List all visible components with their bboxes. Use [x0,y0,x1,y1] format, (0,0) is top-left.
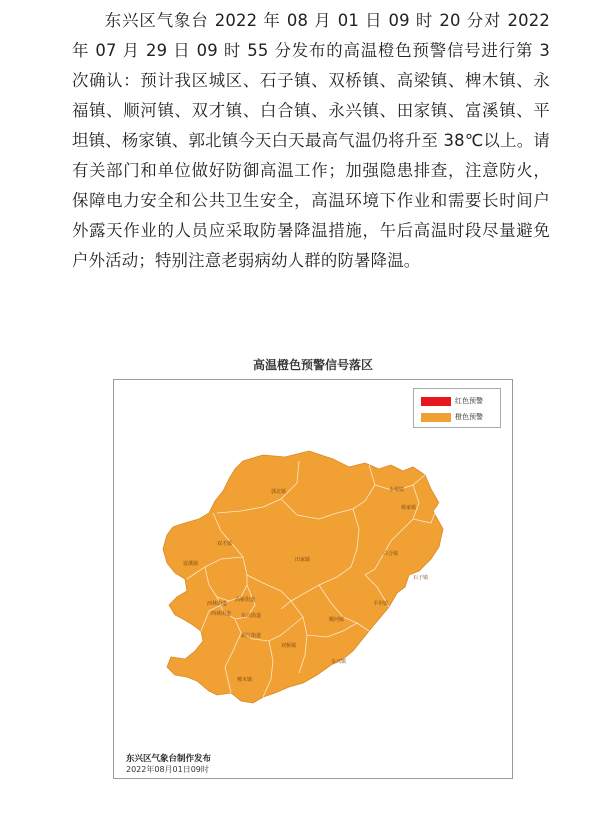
place-label: 椑木镇 [237,677,253,683]
map-title: 高温橙色预警信号落区 [252,358,373,372]
place-label: 东兴街道 [241,613,262,619]
warning-article: 东兴区气象台 2022 年 08 月 01 日 09 时 20 分对 2022 年 07 月 29 日 09 时 55 分发布的高温橙色预警信号进行第 3 次确认：预计我区城区、石子镇、双桥镇、高梁镇、椑木镇、永福镇、顺河镇、双才镇、白合镇、永兴镇、田家镇、富溪镇、平坦镇、杨家镇、郭北镇今天白天最高气温仍将升至 38℃以上。请有关部门和单位做好防御高温工作；加强隐患排查，注意防火，保障电力安全和公共卫生安全，高温环境下作业和需要长时间户外露天作业的人员应采取防暑降温措施，午后高温时段尽量避免户外活动；特别注意老弱病幼人群的防暑降温。 [72,11,550,270]
issuer-label: 东兴区气象台制作发布 [126,754,212,764]
place-label: 高桥街道 [235,597,256,603]
legend-swatch-orange [421,413,451,422]
place-label: 富溪镇 [183,561,199,567]
place-label: 杨家镇 [401,505,417,511]
warning-map [113,379,513,779]
legend-item-red [421,395,483,407]
place-label: 平坦镇 [373,601,389,607]
place-label: 新江街道 [241,633,262,639]
place-label: 郭北镇 [271,489,287,495]
place-label: 白合镇 [383,551,399,557]
issue-time: 2022年08月01日09时 [126,765,209,774]
place-label: 双才镇 [217,541,233,547]
place-label: 双桥镇 [281,643,297,649]
place-label: 石子镇 [413,575,429,581]
place-label: 西林街道 [207,601,228,607]
place-label: 田家镇 [295,557,311,563]
legend-label-red: 红色预警 [455,397,483,405]
place-label: 西林街道 [211,611,232,617]
place-label: 永福镇 [389,487,405,493]
legend-swatch-red [421,397,451,406]
legend-label-orange: 橙色预警 [455,413,483,421]
place-label: 顺河镇 [329,617,345,623]
legend-item-orange [421,411,483,423]
place-label: 永兴镇 [331,659,347,665]
map-legend [413,388,501,428]
